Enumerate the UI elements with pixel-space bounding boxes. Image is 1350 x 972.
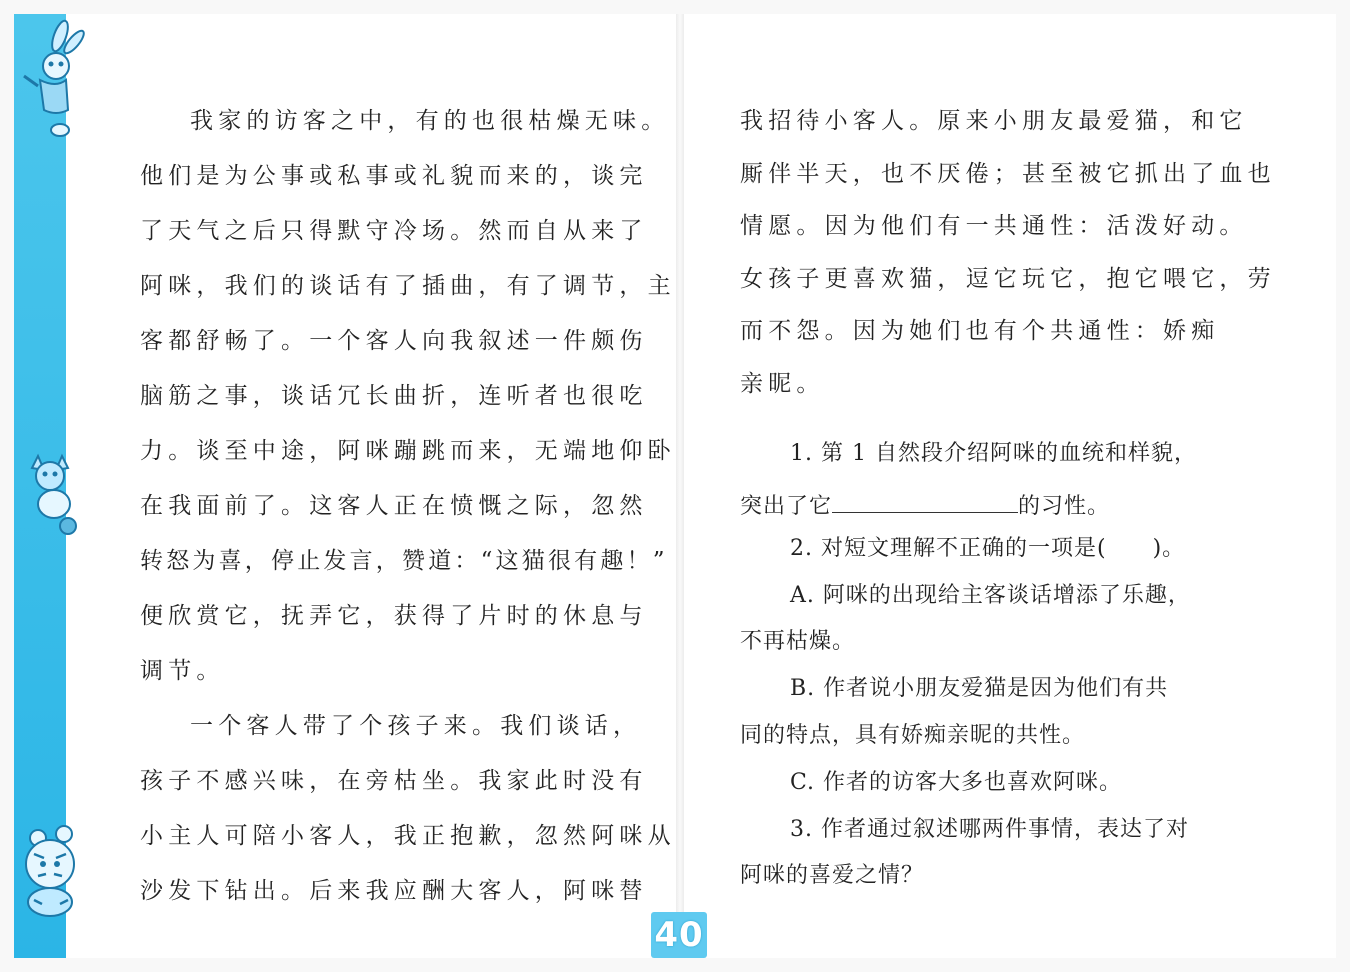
passage-line: 孩子不感兴味，在旁枯坐。我家此时没有 <box>140 768 648 794</box>
passage-line: 客都舒畅了。一个客人向我叙述一件颇伤 <box>140 328 648 354</box>
passage-line: 了天气之后只得默守冷场。然而自从来了 <box>140 218 648 244</box>
passage-right-column <box>740 100 1276 415</box>
question-3-line-cont: 阿咪的喜爱之情？ <box>740 863 925 889</box>
cat-icon <box>16 448 88 538</box>
passage-line: 阿咪，我们的谈话有了插曲，有了调节，主 <box>140 273 676 299</box>
question-1-suffix: 的习性。 <box>1018 493 1111 519</box>
passage-line: 转怒为喜，停止发言，赞道：“这猫很有趣！” <box>140 548 668 574</box>
rabbit-icon <box>16 18 88 138</box>
question-2-stem: 2. 对短文理解不正确的一项是( )。 <box>790 535 1186 561</box>
question-2-option-c: C. 作者的访客大多也喜欢阿咪。 <box>790 769 1123 795</box>
question-1-prefix: 突出了它 <box>740 493 833 519</box>
passage-line: 小主人可陪小客人，我正抱歉，忽然阿咪从 <box>140 823 676 849</box>
passage-line: 我家的访客之中，有的也很枯燥无味。 <box>190 108 670 134</box>
question-2-option-a: A. 阿咪的出现给主客谈话增添了乐趣， <box>790 582 1191 608</box>
passage-line: 我招待小客人。原来小朋友最爱猫，和它 <box>740 108 1248 134</box>
question-3-line: 3. 作者通过叙述哪两件事情，表达了对 <box>790 816 1189 842</box>
question-1-answer-line <box>740 481 1230 529</box>
tiger-icon <box>16 820 84 920</box>
passage-line: 而不怨。因为她们也有个共通性：娇痴 <box>740 318 1220 344</box>
passage-line: 调节。 <box>140 658 225 684</box>
passage-left-column <box>140 100 676 925</box>
passage-line: 脑筋之事，谈话冗长曲折，连听者也很吃 <box>140 383 648 409</box>
questions-section <box>740 434 1230 903</box>
passage-line: 女孩子更喜欢猫，逗它玩它，抱它喂它，劳 <box>740 265 1276 292</box>
passage-line: 在我面前了。这客人正在愤慨之际，忽然 <box>140 493 648 519</box>
answer-blank[interactable] <box>832 486 1018 513</box>
passage-line: 厮伴半天，也不厌倦；甚至被它抓出了血也 <box>740 160 1276 187</box>
question-2-option-a-cont: 不再枯燥。 <box>740 629 856 655</box>
passage-line: 便欣赏它，抚弄它，获得了片时的休息与 <box>140 603 648 629</box>
passage-line: 一个客人带了个孩子来。我们谈话， <box>190 713 642 739</box>
page-gutter <box>676 14 684 958</box>
passage-line: 力。谈至中途，阿咪蹦跳而来，无端地仰卧 <box>140 438 676 464</box>
passage-line: 情愿。因为他们有一共通性：活泼好动。 <box>740 213 1248 239</box>
passage-line: 亲昵。 <box>740 370 825 397</box>
question-1-line: 1. 第 1 自然段介绍阿咪的血统和样貌， <box>790 441 1197 466</box>
passage-line: 沙发下钻出。后来我应酬大客人，阿咪替 <box>140 878 648 904</box>
question-2-option-b: B. 作者说小朋友爱猫是因为他们有共 <box>790 676 1169 702</box>
page-number: 40 <box>651 912 707 958</box>
question-2-option-b-cont: 同的特点，具有娇痴亲昵的共性。 <box>740 722 1086 748</box>
passage-line: 他们是为公事或私事或礼貌而来的，谈完 <box>140 163 648 189</box>
